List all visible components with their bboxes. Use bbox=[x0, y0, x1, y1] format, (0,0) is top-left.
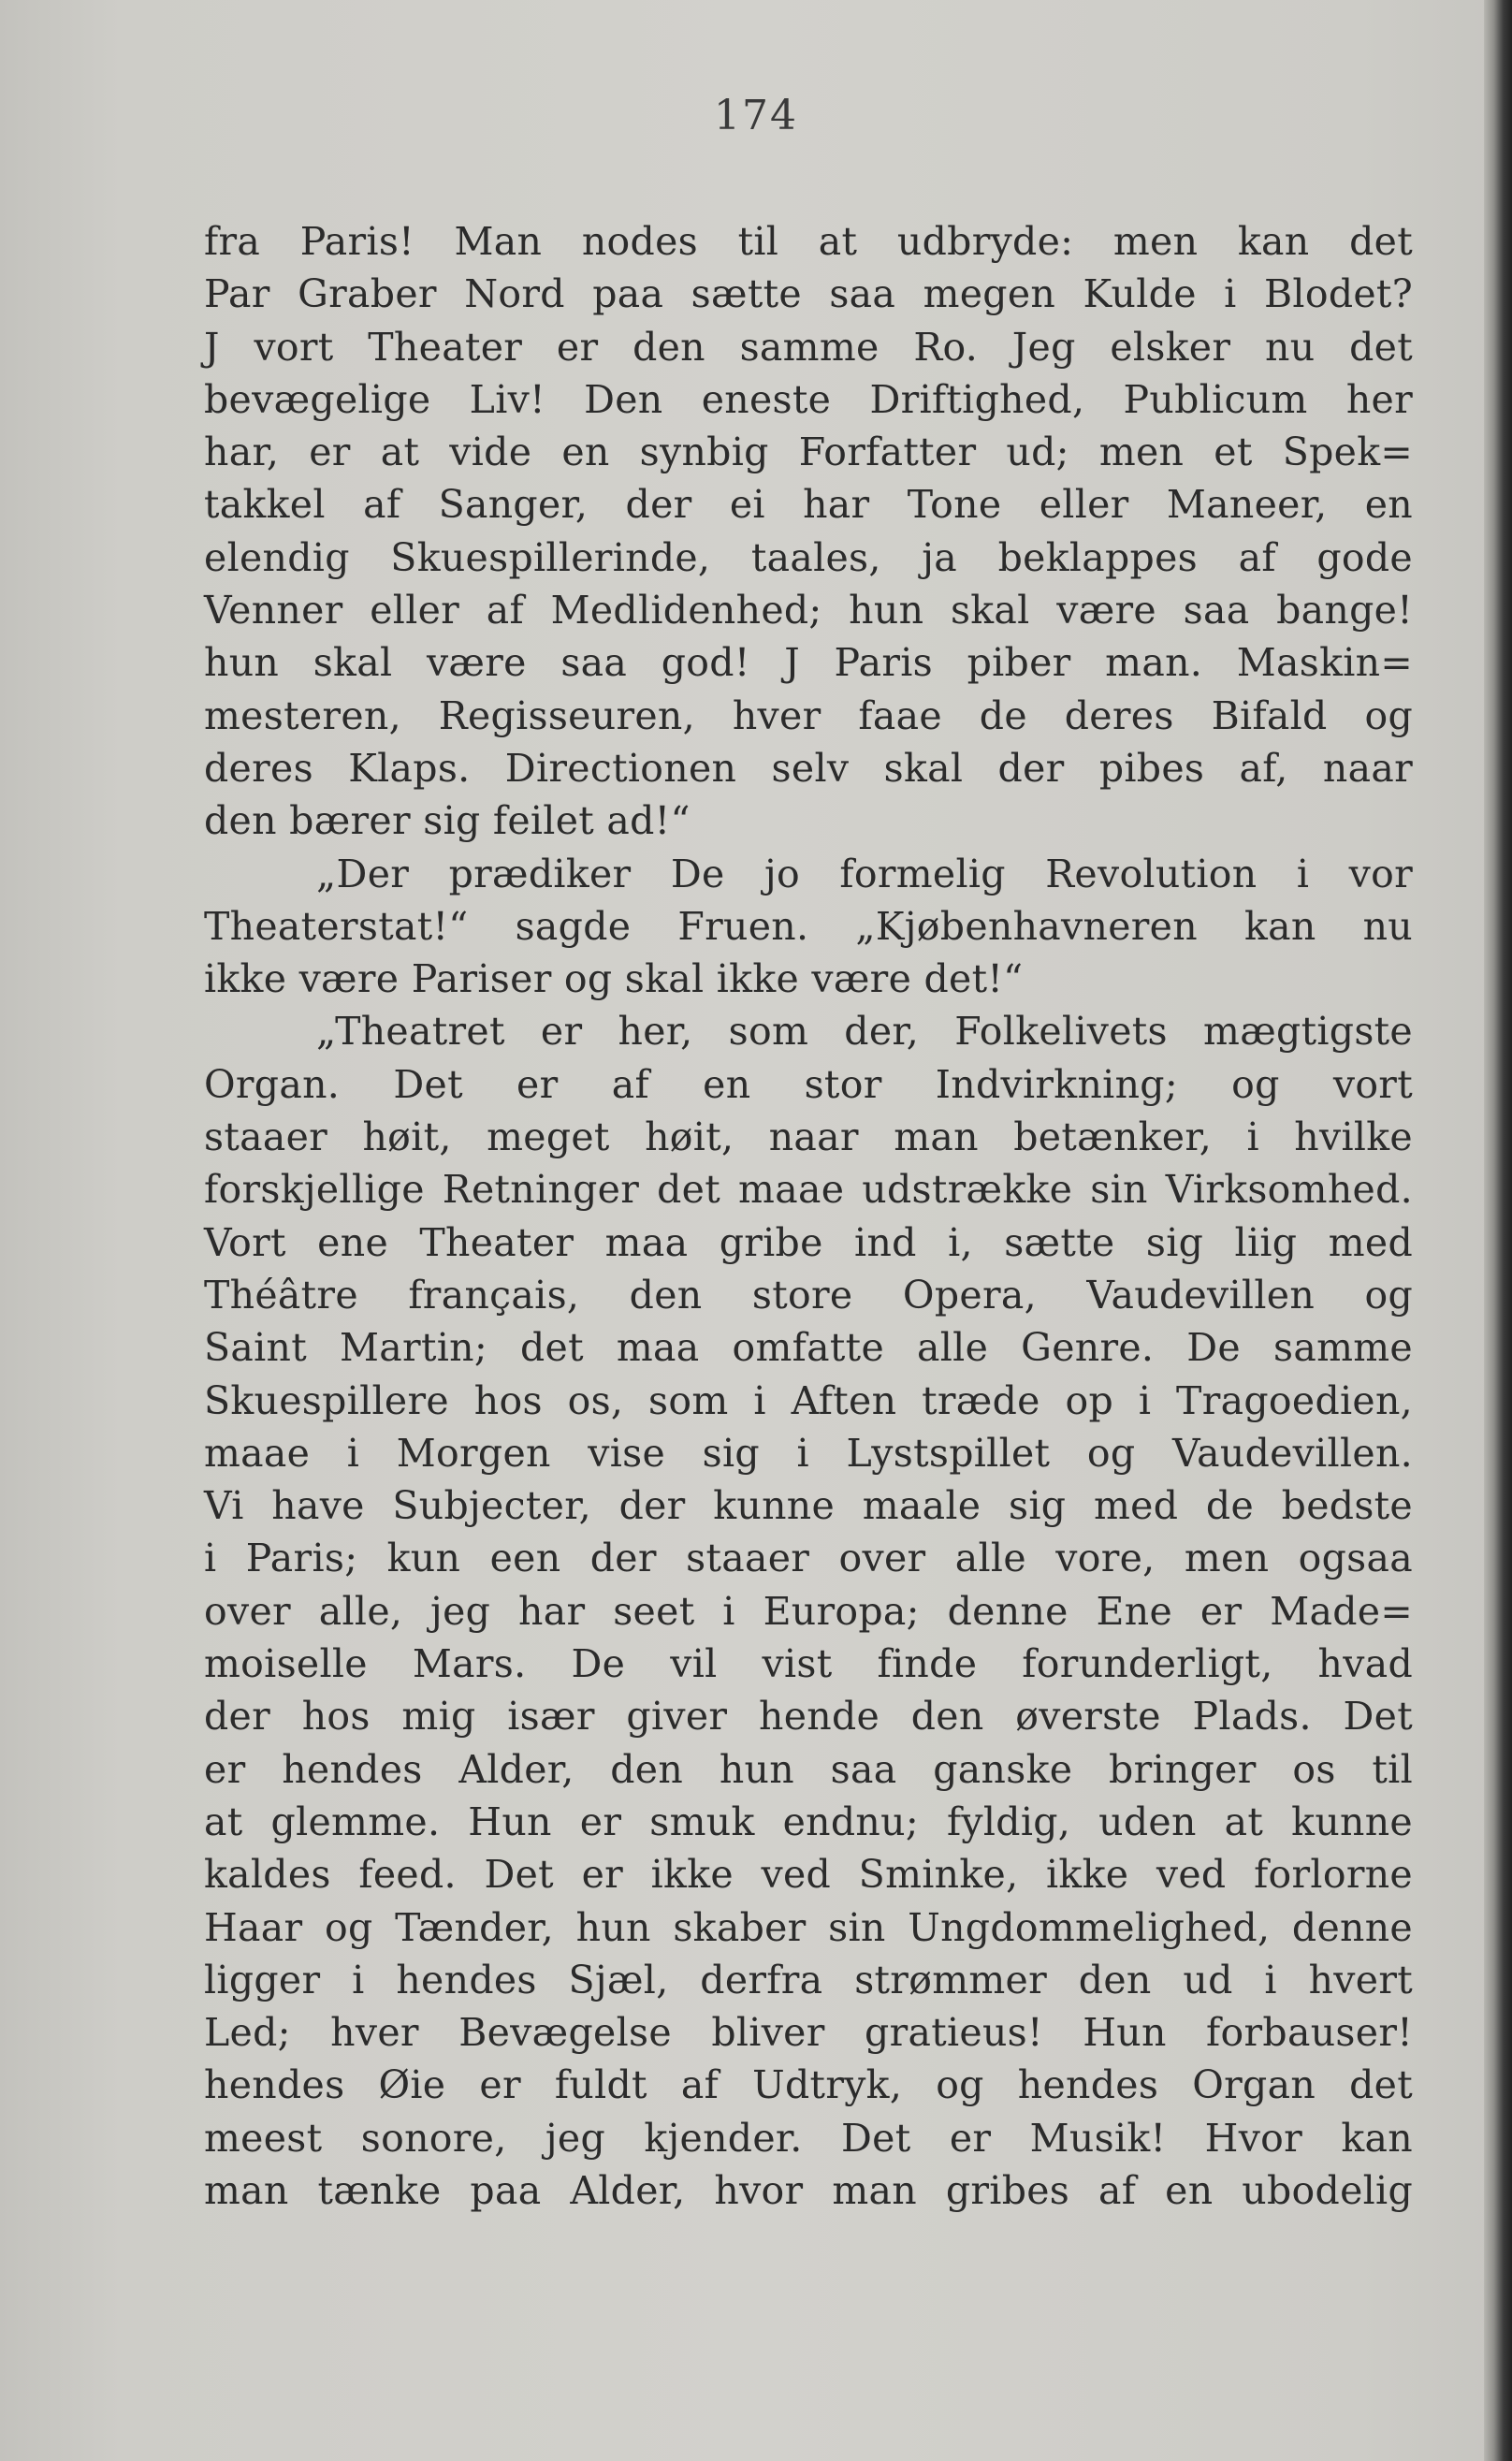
text-line: Théâtre français, den store Opera, Vaudevillen og bbox=[204, 1272, 1413, 1318]
text-line: Skuespillere hos os, som i Aften træde op i Tragoedien, bbox=[204, 1377, 1413, 1423]
text-line: den bærer sig feilet ad!“ bbox=[204, 798, 691, 844]
text-line: „Der prædiker De jo formelig Revolution i vor bbox=[316, 851, 1413, 896]
text-line: man tænke paa Alder, hvor man gribes af en ubodelig bbox=[204, 2167, 1413, 2213]
text-line: Organ. Det er af en stor Indvirkning; og vort bbox=[204, 1061, 1413, 1107]
text-line: har, er at vide en synbig Forfatter ud; men et Spek= bbox=[204, 430, 1413, 475]
text-line: maae i Morgen vise sig i Lystspillet og Vaudevillen. bbox=[204, 1430, 1413, 1476]
text-line: hun skal være saa god! J Paris piber man. Maskin= bbox=[204, 640, 1413, 686]
text-line: elendig Skuespillerinde, taales, ja beklappes af gode bbox=[204, 534, 1413, 580]
text-line: ikke være Pariser og skal ikke være det!“ bbox=[204, 956, 1024, 1002]
text-line: „Theatret er her, som der, Folkelivets mægtigste bbox=[316, 1009, 1413, 1055]
body-text bbox=[204, 215, 1413, 2217]
text-line: der hos mig især giver hende den øverste Plads. Det bbox=[204, 1694, 1413, 1740]
text-line: mesteren, Regisseuren, hver faae de deres Bifald og bbox=[204, 692, 1413, 738]
text-line: at glemme. Hun er smuk endnu; fyldig, uden at kunne bbox=[204, 1798, 1413, 1844]
text-line: Saint Martin; det maa omfatte alle Genre. De samme bbox=[204, 1325, 1413, 1371]
text-line: bevægelige Liv! Den eneste Driftighed, Publicum her bbox=[204, 376, 1413, 422]
text-line: moiselle Mars. De vil vist finde forunderligt, hvad bbox=[204, 1641, 1413, 1687]
text-line: meest sonore, jeg kjender. Det er Musik! Hvor kan bbox=[204, 2115, 1413, 2161]
text-line: deres Klaps. Directionen selv skal der pibes af, naar bbox=[204, 745, 1413, 791]
text-line: er hendes Alder, den hun saa ganske bringer os til bbox=[204, 1746, 1413, 1792]
text-line: Theaterstat!“ sagde Fruen. „Kjøbenhavneren kan nu bbox=[204, 903, 1413, 949]
text-line: J vort Theater er den samme Ro. Jeg elsker nu det bbox=[204, 324, 1413, 370]
text-line: Vort ene Theater maa gribe ind i, sætte sig liig med bbox=[204, 1219, 1413, 1265]
text-line: i Paris; kun een der staaer over alle vore, men ogsaa bbox=[204, 1536, 1413, 1581]
text-line: Par Graber Nord paa sætte saa megen Kulde i Blodet? bbox=[204, 271, 1413, 317]
text-line: Led; hver Bevægelse bliver gratieus! Hun forbauser! bbox=[204, 2010, 1413, 2056]
text-line: takkel af Sanger, der ei har Tone eller Maneer, en bbox=[204, 482, 1413, 528]
page-number: 174 bbox=[714, 92, 798, 139]
text-line: fra Paris! Man nodes til at udbryde: men kan det bbox=[204, 219, 1413, 264]
text-line: hendes Øie er fuldt af Udtryk, og hendes Organ det bbox=[204, 2062, 1413, 2108]
text-line: Haar og Tænder, hun skaber sin Ungdommelighed, denne bbox=[204, 1904, 1413, 1950]
text-line: kaldes feed. Det er ikke ved Sminke, ikke ved forlorne bbox=[204, 1852, 1413, 1898]
text-line: Venner eller af Medlidenhed; hun skal være saa bange! bbox=[204, 588, 1413, 633]
text-line: over alle, jeg har seet i Europa; denne Ene er Made= bbox=[204, 1588, 1413, 1634]
text-line: forskjellige Retninger det maae udstrække sin Virksomhed. bbox=[204, 1167, 1413, 1213]
text-line: staaer høit, meget høit, naar man betænker, i hvilke bbox=[204, 1114, 1413, 1160]
text-line: ligger i hendes Sjæl, derfra strømmer den ud i hvert bbox=[204, 1957, 1413, 2002]
text-line: Vi have Subjecter, der kunne maale sig med de bedste bbox=[204, 1483, 1413, 1529]
page-edge-shadow bbox=[1484, 0, 1512, 2461]
